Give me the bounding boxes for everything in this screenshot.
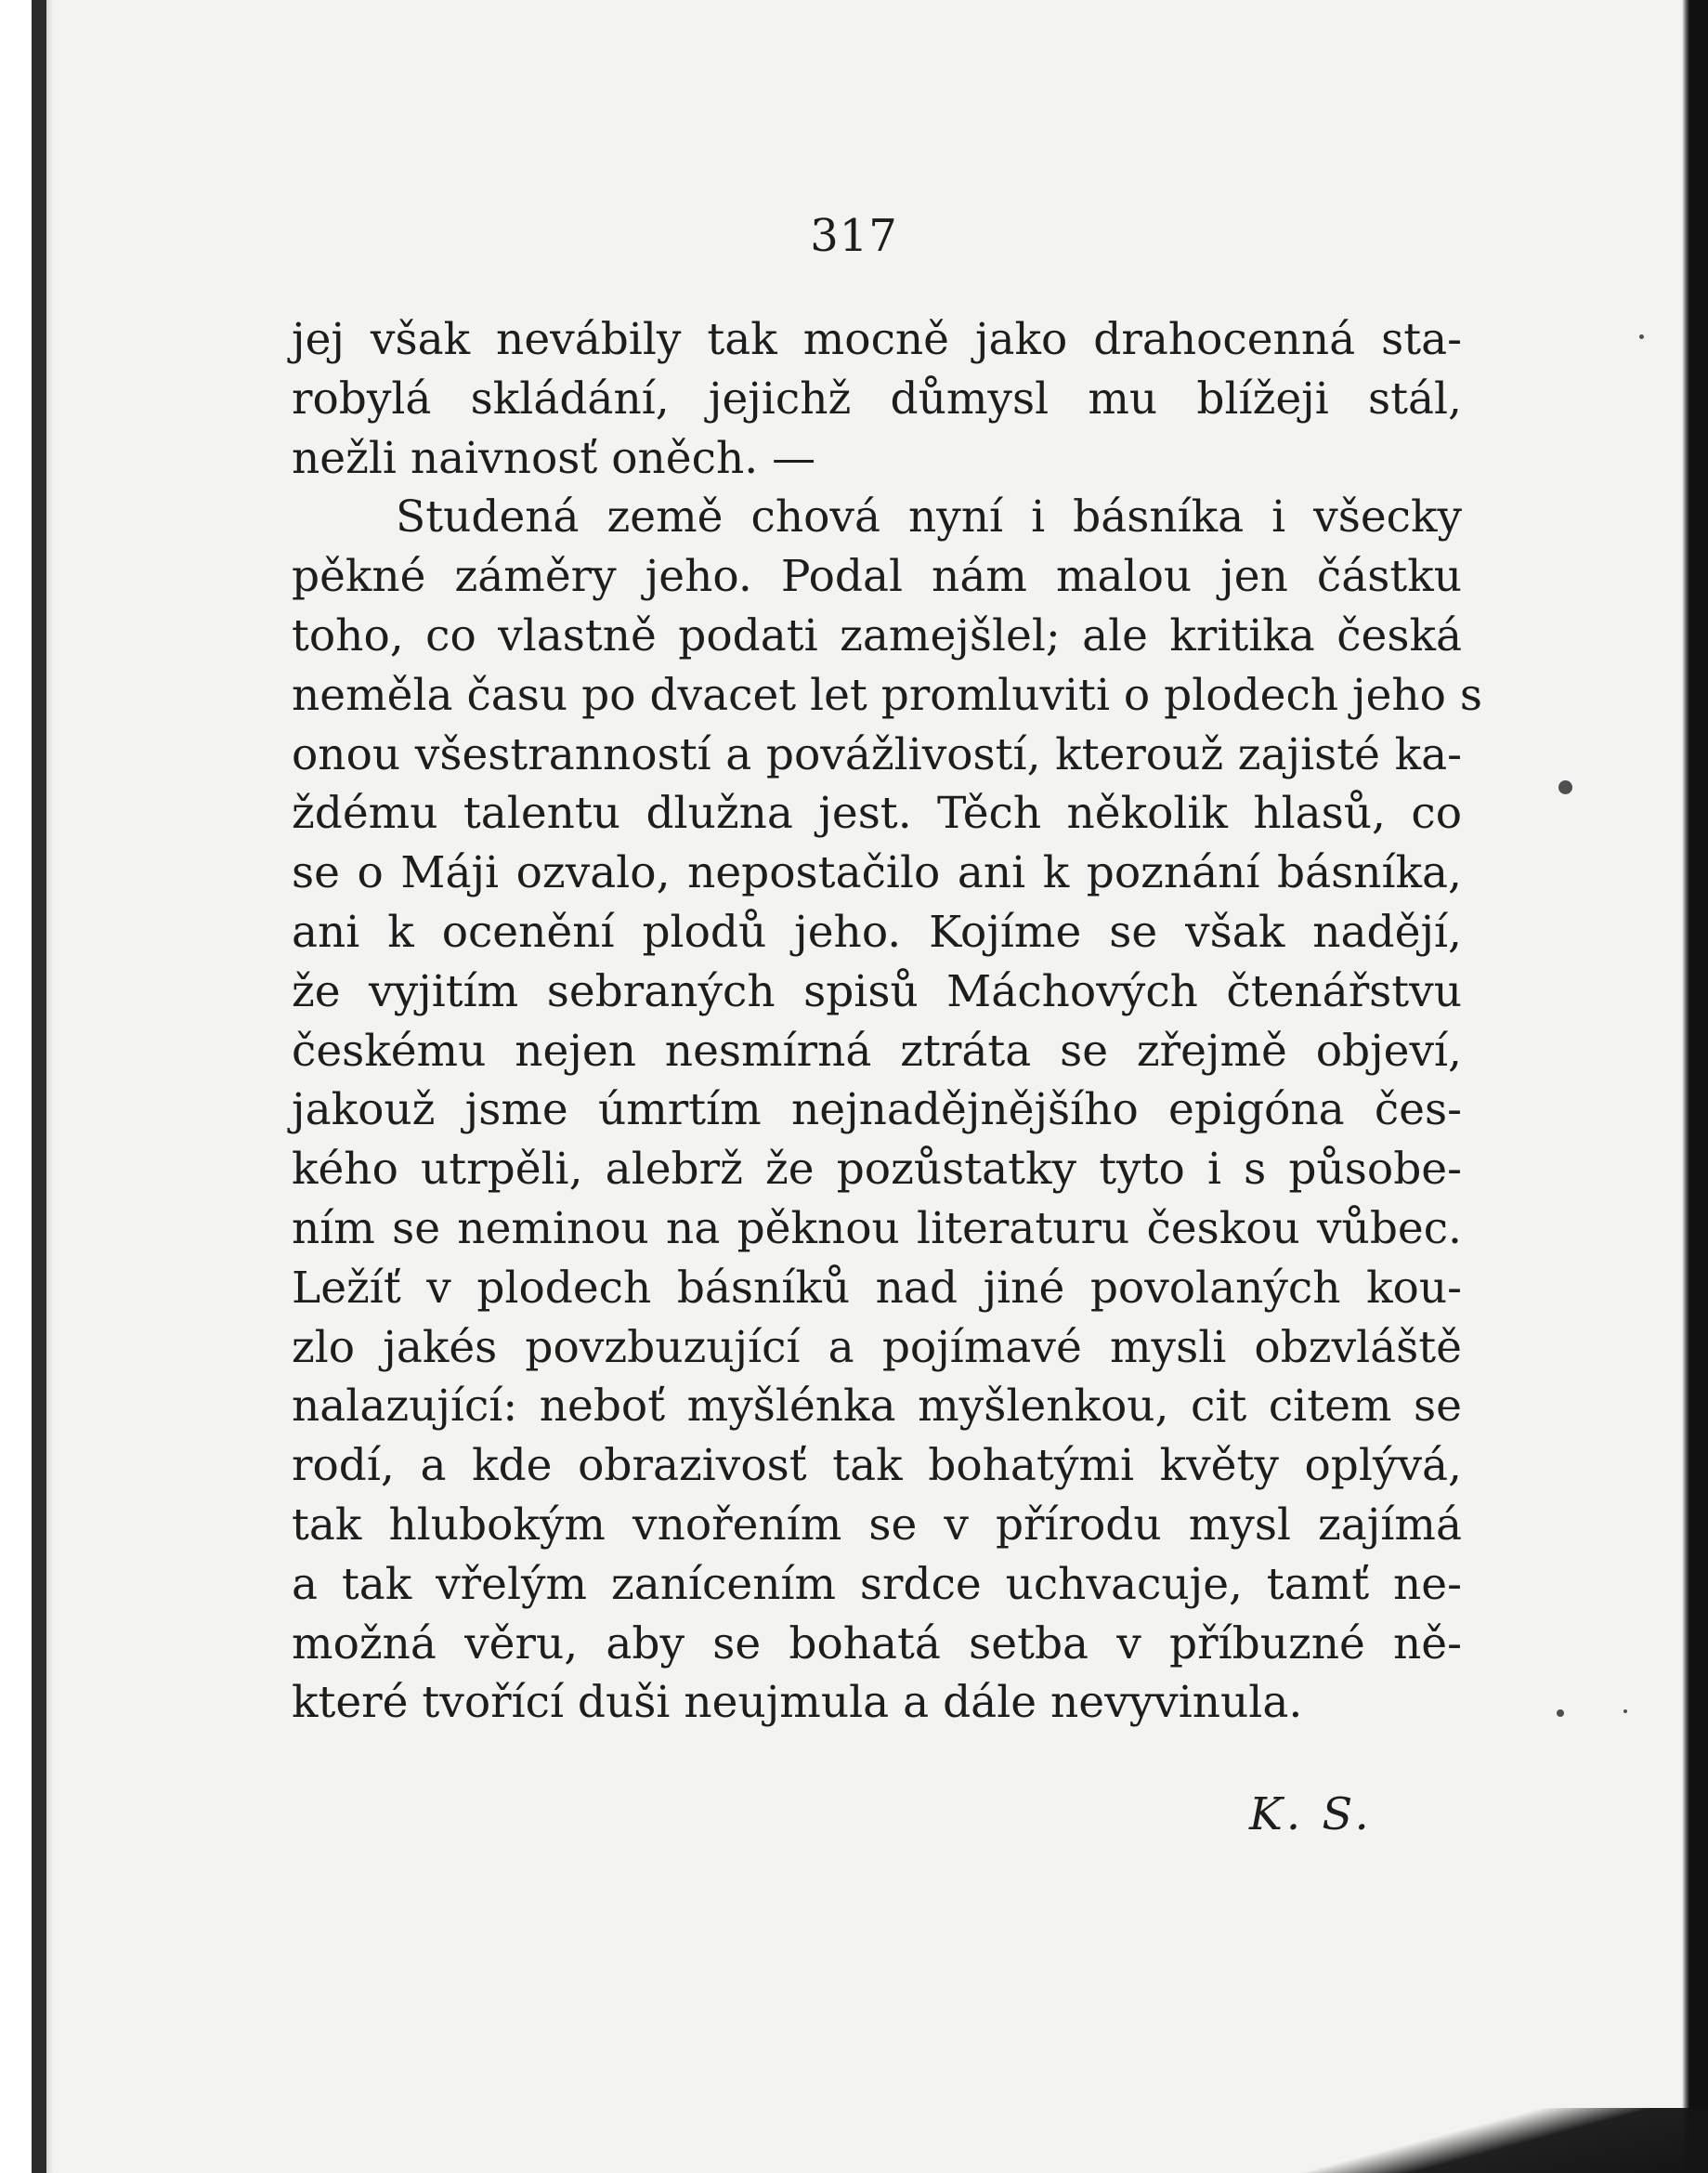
text-line-13: českému nejen nesmírná ztráta se zřejmě objeví, xyxy=(292,1025,1462,1077)
text-line-21: tak hlubokým vnořením se v přírodu mysl zajímá xyxy=(292,1499,1462,1551)
text-line-9: ždému talentu dlužna jest. Těch několik hlasů, co xyxy=(292,788,1462,840)
text-line-10: se o Máji ozvalo, nepostačilo ani k poznání básníka, xyxy=(292,847,1462,899)
text-line-6: toho, co vlastně podati zamejšlel; ale kritika česká xyxy=(292,609,1462,661)
text-line-4: Studená země chová nyní i básníka i všecky xyxy=(396,491,1462,543)
scan-bottom-corner xyxy=(1207,2108,1708,2173)
scan-speck xyxy=(1558,780,1572,794)
text-line-12: že vyjitím sebraných spisů Máchových čtenářstvu xyxy=(292,965,1462,1017)
text-line-8: onou všestranností a povážlivostí, kterouž zajisté ka- xyxy=(292,728,1462,780)
text-line-5: pěkné záměry jeho. Podal nám malou jen částku xyxy=(292,551,1462,603)
text-line-23: možná věru, aby se bohatá setba v příbuzné ně- xyxy=(292,1617,1462,1669)
scan-right-edge xyxy=(1682,0,1708,2173)
body-text xyxy=(292,310,1483,1733)
author-signature: K. S. xyxy=(1249,1788,1373,1840)
text-line-19: nalazující: neboť myšlénka myšlenkou, cit citem se xyxy=(292,1381,1462,1433)
text-line-1: jej však nevábily tak mocně jako drahocenná sta- xyxy=(292,314,1462,365)
text-line-3: nežli naivnosť oněch. — xyxy=(292,432,816,484)
text-line-22: a tak vřelým zanícením srdce uchvacuje, tamť ne- xyxy=(292,1558,1462,1610)
text-line-20: rodí, a kde obrazivosť tak bohatými květy oplývá, xyxy=(292,1440,1462,1492)
page-number: 317 xyxy=(810,210,898,262)
scan-speck xyxy=(1639,334,1644,339)
text-line-18: zlo jakés povzbuzující a pojímavé mysli obzvláště xyxy=(292,1321,1462,1373)
text-line-11: ani k ocenění plodů jeho. Kojíme se však nadějí, xyxy=(292,906,1462,958)
text-line-24: které tvořící duši neujmula a dále nevyvinula. xyxy=(292,1677,1303,1729)
text-line-7: neměla času po dvacet let promluviti o plodech jeho s xyxy=(292,669,1483,721)
text-line-16: ním se neminou na pěknou literaturu českou vůbec. xyxy=(292,1202,1462,1254)
scan-left-edge xyxy=(0,0,54,2173)
scan-speck xyxy=(1623,1709,1627,1713)
text-line-15: kého utrpěli, alebrž že pozůstatky tyto i s působe- xyxy=(292,1144,1462,1196)
text-line-14: jakouž jsme úmrtím nejnadějnějšího epigóna čes- xyxy=(292,1084,1462,1136)
text-line-2: robylá skládání, jejichž důmysl mu blížeji stál, xyxy=(292,373,1462,425)
scan-speck xyxy=(1557,1709,1564,1717)
text-line-17: Ležíť v plodech básníků nad jiné povolaných kou- xyxy=(292,1262,1462,1314)
